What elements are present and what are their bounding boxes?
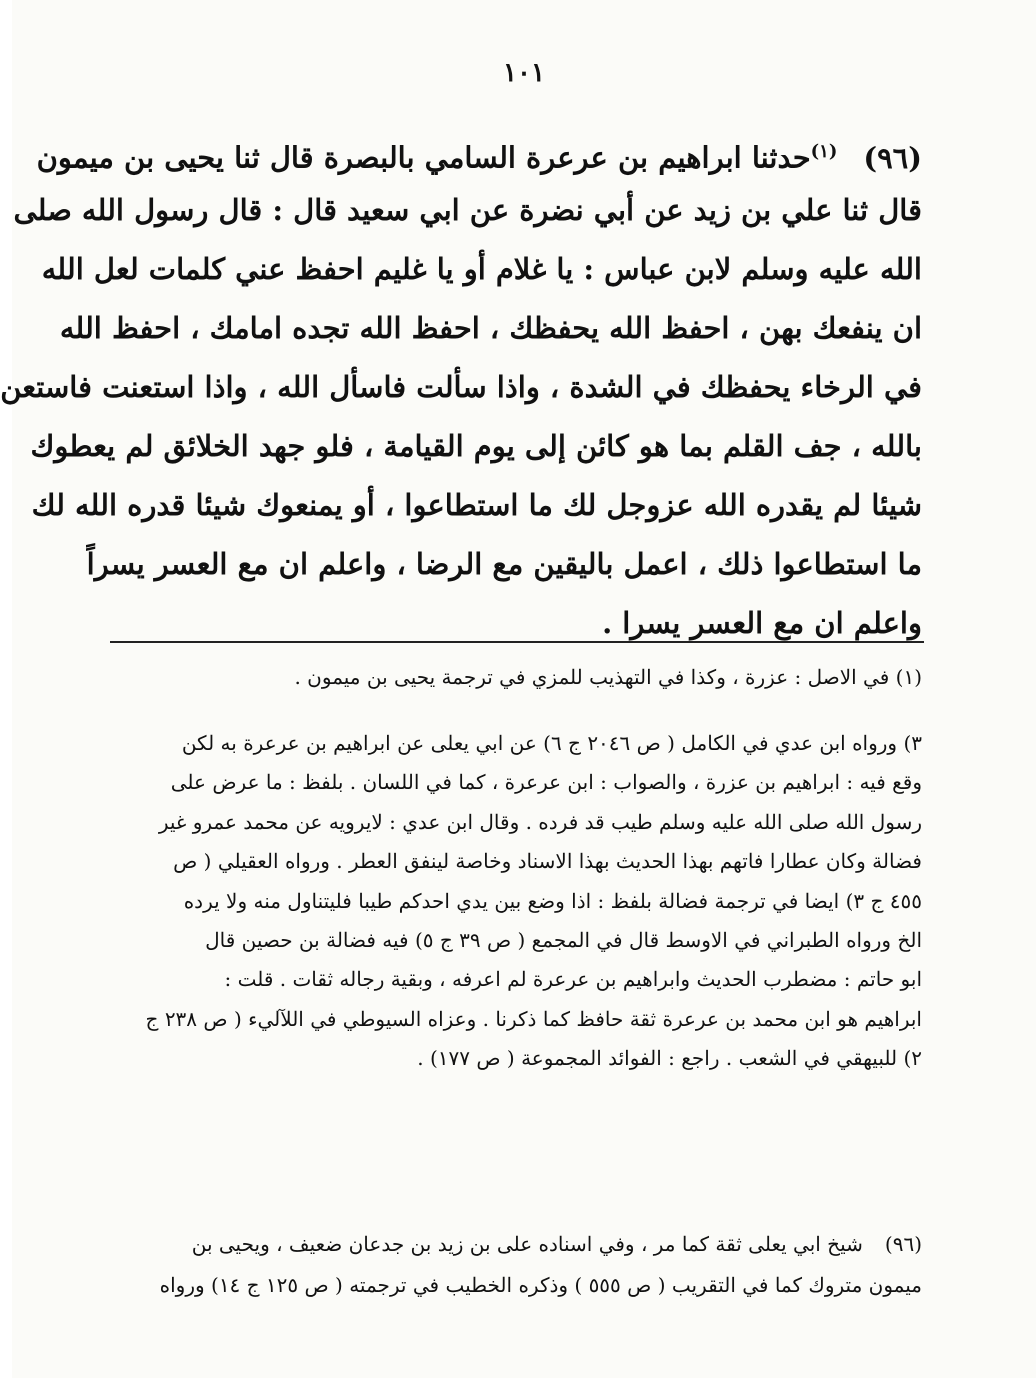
hadith-line: قال ثنا علي بن زيد عن أبي نضرة عن ابي سعيد قال : قال رسول الله صلى — [13, 193, 922, 227]
hadith-number: (٩٦) — [863, 140, 922, 175]
footnote-line: ٣) ورواه ابن عدي في الكامل ( ص ٢٠٤٦ ج ٦) عن ابي يعلى عن ابراهيم بن عرعرة به لكن — [181, 731, 922, 755]
hadith-line: الله عليه وسلم لابن عباس : يا غلام أو يا غليم احفظ عني كلمات لعل الله — [41, 252, 922, 286]
hadith-line — [36, 122, 922, 181]
footnote-1 — [110, 658, 922, 696]
footnote-line — [110, 1224, 922, 1265]
page-number: ١٠١ — [503, 58, 545, 88]
hadith-line: في الرخاء يحفظك في الشدة ، واذا سألت فاسأل الله ، واذا استعنت فاستعن — [0, 370, 922, 404]
footnote-line: ميمون متروك كما في التقريب ( ص ٥٥٥ ) وذكره الخطيب في ترجمته ( ص ١٢٥ ج ١٤) ورواه — [159, 1273, 922, 1297]
footnote-line-text: شيخ ابي يعلى ثقة كما مر ، وفي اسناده على بن زيد بن جدعان ضعيف ، ويحيى بن — [191, 1232, 863, 1256]
footnote-line: (١) في الاصل : عزرة ، وكذا في التهذيب للمزي في ترجمة يحيى بن ميمون . — [294, 665, 922, 689]
footnote-divider — [110, 641, 924, 643]
footnote-96 — [110, 1224, 922, 1306]
hadith-text — [0, 122, 922, 653]
footnote-line: وقع فيه : ابراهيم بن عزرة ، والصواب : ابن عرعرة ، كما في اللسان . بلفظ : ما عرض على — [170, 770, 922, 795]
footnote-line: فضالة وكان عطارا فاتهم بهذا الحديث بهذا الاسناد وخاصة لينفق العطر . ورواه العقيلي ( ص — [173, 849, 922, 874]
footnote-reference: (١) — [810, 141, 838, 162]
hadith-line: واعلم ان مع العسر يسرا . — [602, 606, 922, 640]
footnote-line: ابو حاتم : مضطرب الحديث وابراهيم بن عرعرة لم اعرفه ، وبقية رجاله ثقات . قلت : — [224, 967, 922, 992]
hadith-line: ان ينفعك بهن ، احفظ الله يحفظك ، احفظ الله تجده امامك ، احفظ الله — [59, 311, 922, 345]
footnote-line: الخ ورواه الطبراني في الاوسط قال في المجمع ( ص ٣٩ ج ٥) فيه فضالة بن حصين قال — [205, 927, 922, 952]
hadith-line: شيئا لم يقدره الله عزوجل لك ما استطاعوا ، أو يمنعوك شيئا قدره الله لك — [31, 488, 922, 522]
hadith-line: بالله ، جف القلم بما هو كائن إلى يوم القيامة ، فلو جهد الخلائق لم يعطوك — [30, 429, 922, 463]
hadith-line-text: حدثنا ابراهيم بن عرعرة السامي بالبصرة قال ثنا يحيى بن ميمون — [36, 140, 811, 175]
footnote-number: (٩٦) — [884, 1232, 922, 1256]
footnote-3 — [110, 724, 922, 1079]
footnote-line: ٢) للبيهقي في الشعب . راجع : الفوائد المجموعة ( ص ١٧٧) . — [417, 1046, 922, 1071]
footnote-line: ابراهيم هو ابن محمد بن عرعرة ثقة حافظ كما ذكرنا . وعزاه السيوطي في اللآليء ( ص ٢٣٨ ج — [145, 1006, 922, 1031]
footnote-line: رسول الله صلى الله عليه وسلم طيب قد فرده . وقال ابن عدي : لايرويه عن محمد عمرو غير — [158, 809, 922, 834]
footnote-line: ٤٥٥ ج ٣) ايضا في ترجمة فضالة بلفظ : اذا وضع بين يدي احدكم طيبا فليتناول منه ولا يرده — [183, 888, 922, 913]
hadith-line: ما استطاعوا ذلك ، اعمل باليقين مع الرضا ، واعلم ان مع العسر يسراً — [86, 547, 922, 581]
